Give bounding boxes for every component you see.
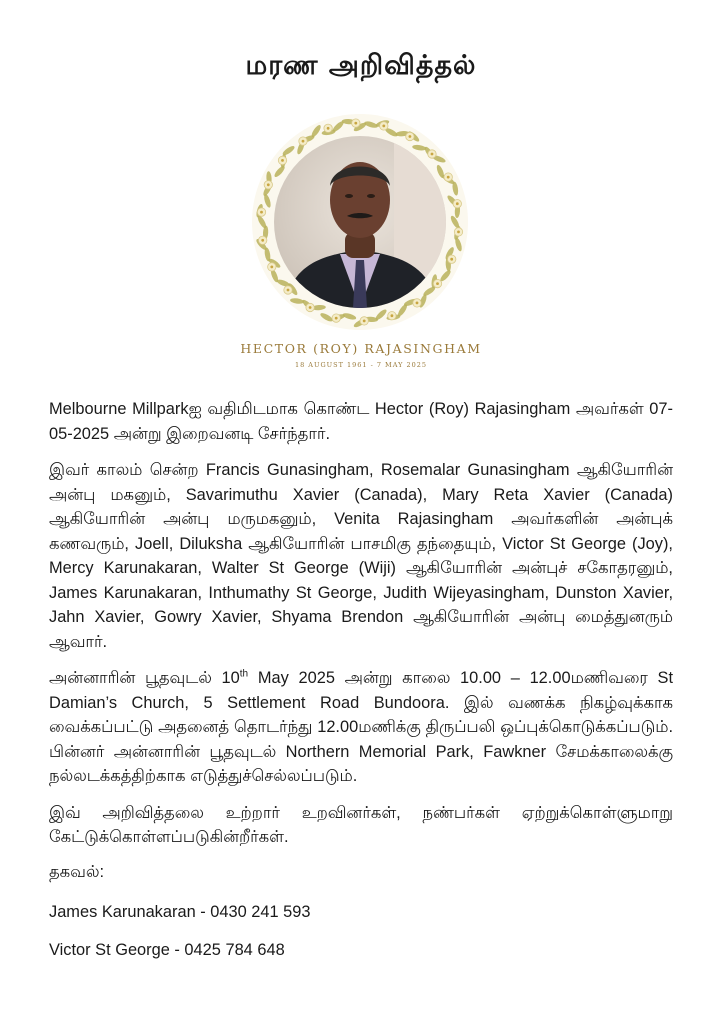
life-dates-caption: 18 AUGUST 1961 - 7 MAY 2025 — [294, 361, 428, 369]
wreath-flower-center — [363, 320, 366, 323]
wreath-flower-center — [270, 266, 273, 269]
page-title: மரண அறிவித்தல் — [245, 50, 477, 81]
deceased-name-caption: HECTOR (ROY) RAJASINGHAM — [240, 341, 482, 356]
wreath-flower-center — [457, 231, 460, 234]
paragraph-request: இவ் அறிவித்தலை உற்றார் உறவினர்கள், நண்பர்கள் ஏற்றுக்கொள்ளுமாறு கேட்டுக்கொள்ளப்படுகின்றீர்கள். — [49, 803, 673, 846]
portrait-with-wreath — [244, 108, 476, 340]
wreath-flower-center — [260, 211, 263, 214]
paragraph-funeral-details — [49, 666, 673, 789]
ordinal-suffix: th — [239, 668, 249, 680]
wreath-flower-center — [431, 153, 434, 156]
contact-item: Victor St George - 0425 784 648 — [49, 941, 285, 959]
wreath-flower-center — [309, 306, 312, 309]
funeral-details-rest: May 2025 அன்று காலை 10.00 – 12.00மணிவரை St Damian’s Church, 5 Settlement Road Bundoora. இல் வணக்க நிகழ்வுக்காக வைக்கப்பட்டு அதனைத் தொடர்ந்து 12.00மணிக்கு திருப்பலி ஒப்புக்கொடுக்கப்படும். பின்னர் அன்னாரின் பூதவுடல் Northern Memorial Park, Fawkner சேமக்காலைக்கு நல்லடக்கத்திற்காக எடுத்துச்செல்லப்படும். — [49, 669, 673, 785]
wreath-flower-center — [281, 159, 284, 162]
wreath-flower-center — [416, 302, 419, 305]
funeral-details-start: அன்னாரின் பூதவுடல் 10 — [49, 669, 240, 687]
notice-body — [49, 397, 673, 974]
wreath-flower-center — [436, 282, 439, 285]
wreath-flower-center — [261, 239, 264, 242]
wreath-flower-center — [447, 176, 450, 179]
wreath-flower-center — [287, 289, 290, 292]
contact-label: தகவல்: — [49, 862, 105, 881]
wreath-flower-center — [335, 317, 338, 320]
paragraph-announcement: Melbourne Millparkஐ வதிமிடமாக கொண்ட Hector (Roy) Rajasingham அவர்கள் 07-05-2025 அன்று இறைவனடி சேர்ந்தார். — [49, 400, 673, 443]
wreath-flower-center — [382, 125, 385, 128]
wreath-flower-center — [354, 122, 357, 125]
wreath-flower-center — [456, 202, 459, 205]
wreath-flower-center — [391, 314, 394, 317]
paragraph-family: இவர் காலம் சென்ற Francis Gunasingham, Rosemalar Gunasingham ஆகியோரின் அன்பு மகனும், Savarimuthu Xavier (Canada), Mary Reta Xavier (Canada) ஆகியோரின் அன்பு மருமகனும், Venita Rajasingham அவர்களின் அன்புக் கணவரும், Joell, Diluksha ஆகியோரின் பாசமிகு தந்தையும், Victor St George (Joy), Mercy Karunakaran, Walter St George (Wiji) ஆகியோரின் அன்புச் சகோதரனும், James Karunakaran, Inthumathy St George, Judith Wijeyasingham, Dunston Xavier, Jahn Xavier, Gowry Xavier, Shyama Brendon ஆகியோரின் அன்பு மைத்துனரும் ஆவார். — [49, 461, 673, 651]
wreath-flower-center — [450, 258, 453, 261]
contact-item: James Karunakaran - 0430 241 593 — [49, 903, 311, 921]
wreath-flower-center — [302, 140, 305, 143]
wreath-flower-center — [409, 135, 412, 138]
wreath-flower-center — [327, 127, 330, 130]
wreath-flower-center — [267, 183, 270, 186]
